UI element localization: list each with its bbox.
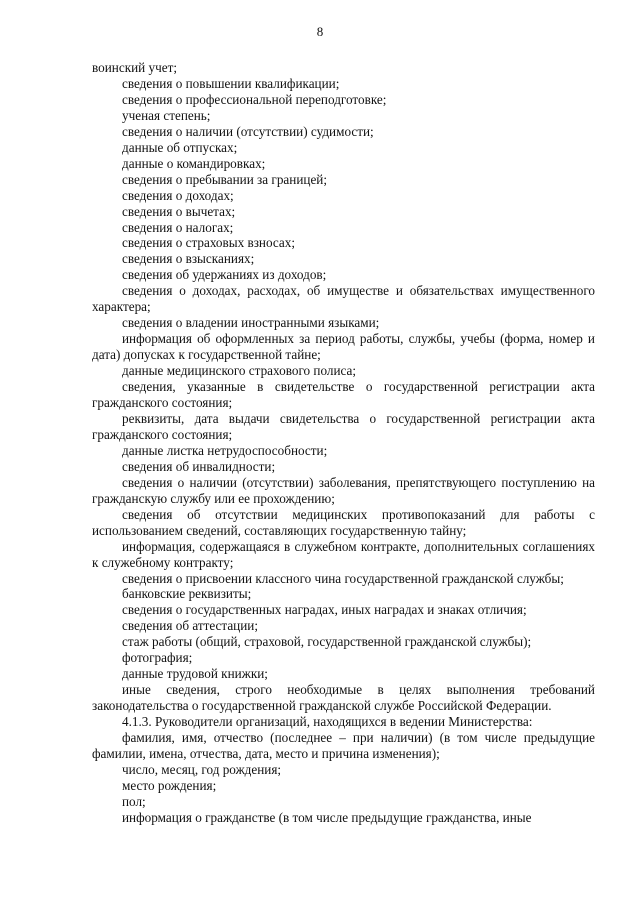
page-number: 8 <box>316 24 324 39</box>
paragraph: сведения о взысканиях; <box>122 251 255 267</box>
paragraph: сведения, указанные в свидетельстве о государственной регистрации акта гражданского состояния; <box>92 379 595 411</box>
paragraph: данные трудовой книжки; <box>122 666 268 682</box>
paragraph: сведения о пребывании за границей; <box>122 171 328 187</box>
paragraph: ученая степень; <box>122 107 211 123</box>
paragraph: данные листка нетрудоспособности; <box>122 442 328 458</box>
paragraph: воинский учет; <box>92 60 178 75</box>
paragraph: сведения о государственных наградах, иных наградах и знаках отличия; <box>122 602 527 618</box>
paragraph: данные о командировках; <box>122 155 266 171</box>
paragraph: сведения об удержаниях из доходов; <box>122 267 327 283</box>
paragraph: сведения о страховых взносах; <box>122 235 296 251</box>
paragraph: сведения о повышении квалификации; <box>122 75 340 91</box>
paragraph: фотография; <box>122 650 193 666</box>
document-body <box>92 60 595 826</box>
paragraph: фамилия, имя, отчество (последнее – при наличии) (в том числе предыдущие фамилии, имена, отчества, дата, место и причина изменения); <box>92 730 595 761</box>
paragraph: сведения о владении иностранными языками; <box>122 315 380 331</box>
paragraph: информация о гражданстве (в том числе предыдущие гражданства, иные <box>122 809 532 825</box>
paragraph: сведения о вычетах; <box>122 203 236 219</box>
paragraph: информация, содержащаяся в служебном контракте, дополнительных соглашениях к служебному контракту; <box>92 538 595 570</box>
paragraph: реквизиты, дата выдачи свидетельства о государственной регистрации акта гражданского состояния; <box>92 410 595 442</box>
paragraph: стаж работы (общий, страховой, государственной гражданской службы); <box>122 634 532 650</box>
paragraph: сведения об аттестации; <box>122 618 259 634</box>
paragraph: данные медицинского страхового полиса; <box>122 363 357 379</box>
paragraph: сведения об отсутствии медицинских противопоказаний для работы с использованием сведений, составляющих государственную тайну; <box>92 506 595 538</box>
paragraph: сведения о доходах; <box>122 187 234 203</box>
paragraph: число, месяц, год рождения; <box>122 761 282 777</box>
paragraph: иные сведения, строго необходимые в целях выполнения требований законодательства о государственной гражданской службе Российской Федерации. <box>92 682 595 714</box>
paragraph: место рождения; <box>122 777 217 793</box>
paragraph: сведения о наличии (отсутствии) судимости; <box>122 123 374 139</box>
paragraph: 4.1.3. Руководители организаций, находящихся в ведении Министерства: <box>122 714 533 730</box>
paragraph: сведения о присвоении классного чина государственной гражданской службы; <box>122 570 564 586</box>
paragraph: сведения об инвалидности; <box>122 458 276 474</box>
paragraph: пол; <box>122 793 146 809</box>
paragraph: сведения о доходах, расходах, об имуществе и обязательствах имущественного характера; <box>92 283 595 315</box>
paragraph: сведения о профессиональной переподготовке; <box>122 91 387 107</box>
paragraph: банковские реквизиты; <box>122 586 252 602</box>
paragraph: данные об отпусках; <box>122 139 238 155</box>
paragraph: сведения о наличии (отсутствии) заболевания, препятствующего поступлению на гражданскую службу или ее прохождению; <box>92 474 595 506</box>
paragraph: информация об оформленных за период работы, службы, учебы (форма, номер и дата) допусках к государственной тайне; <box>92 331 595 363</box>
paragraph: сведения о налогах; <box>122 219 234 235</box>
